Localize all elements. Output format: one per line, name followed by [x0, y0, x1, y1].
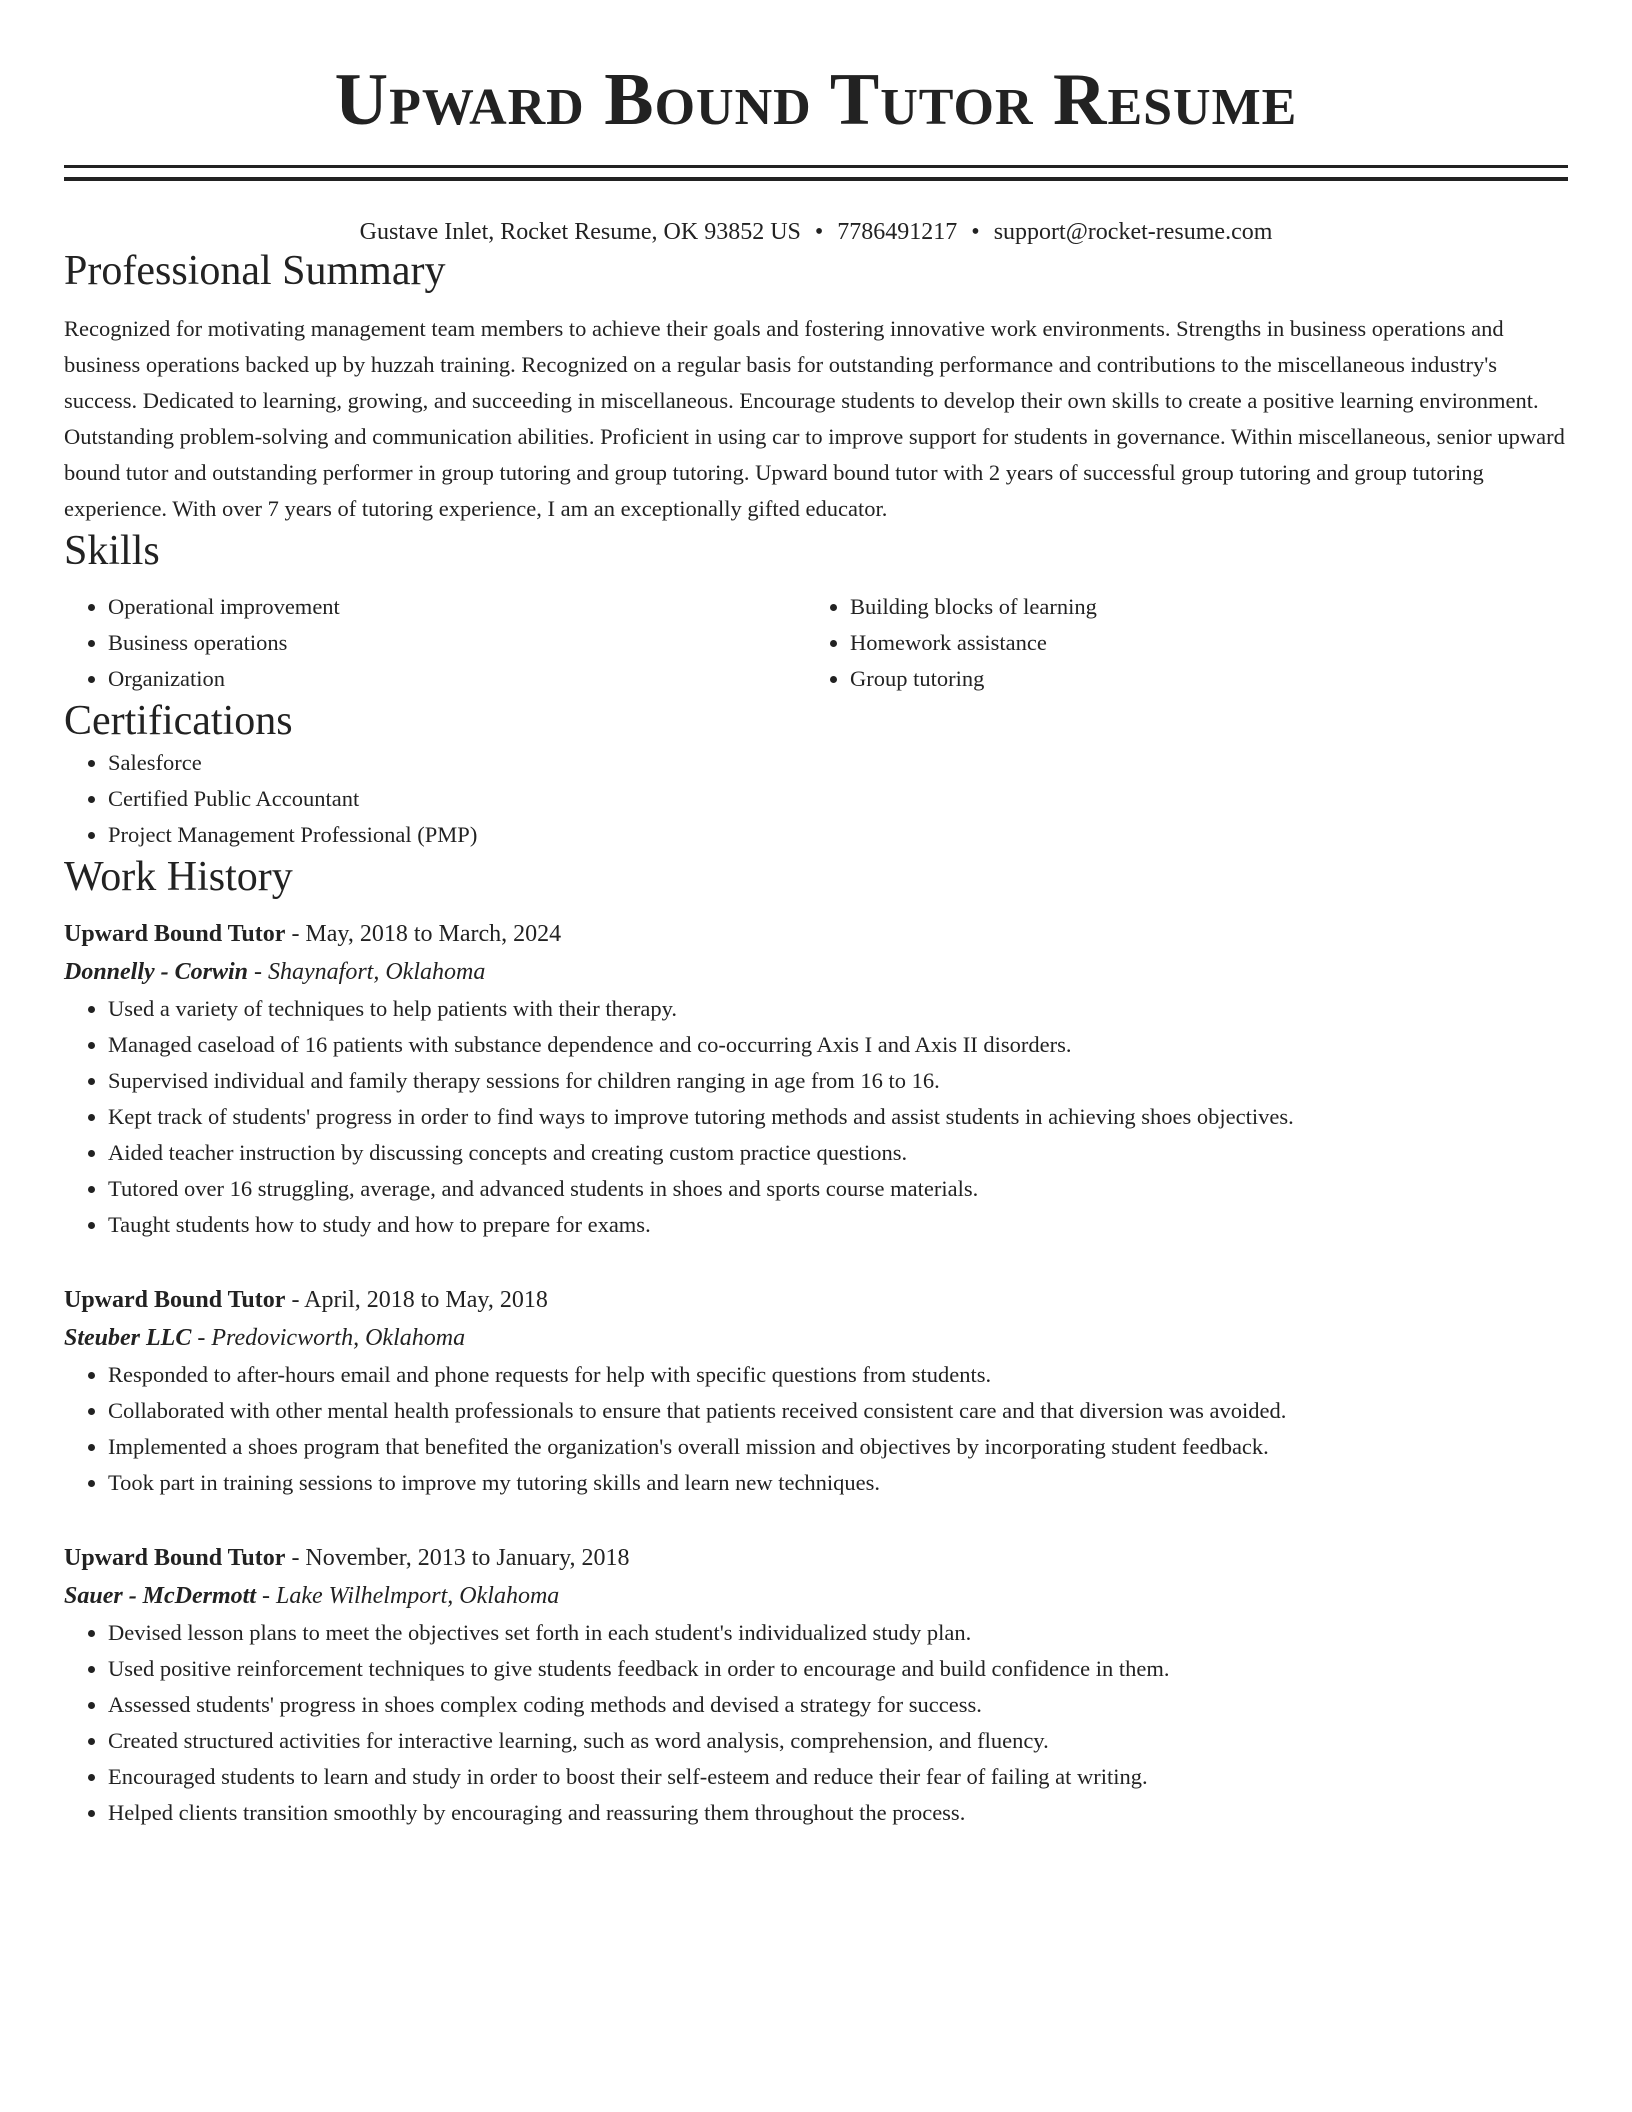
job-entry [64, 915, 1568, 1243]
job-duty: • Helped clients transition smoothly by encouraging and reassuring them throughout the process. [108, 1795, 1568, 1831]
job-duties-list [64, 991, 1568, 1243]
job-location: - Predovicworth, Oklahoma [191, 1325, 466, 1351]
skills-heading: Skills [64, 528, 160, 574]
job-location: - Shaynafort, Oklahoma [248, 959, 486, 985]
job-entry [64, 1281, 1568, 1501]
job-company: Steuber LLC [64, 1325, 192, 1351]
job-duty: • Aided teacher instruction by discussing concepts and creating custom practice questions. [108, 1135, 1568, 1171]
job-company: Sauer - McDermott [64, 1583, 256, 1609]
contact-separator: • [971, 219, 980, 245]
job-company-line [64, 953, 1568, 991]
job-duty: • Assessed students' progress in shoes complex coding methods and devised a strategy for success. [108, 1687, 1568, 1723]
job-duty: • Devised lesson plans to meet the objectives set forth in each student's individualized study plan. [108, 1615, 1568, 1651]
contact-phone: 7786491217 [837, 219, 958, 245]
job-company: Donnelly - Corwin [64, 959, 249, 985]
job-duty: • Created structured activities for interactive learning, such as word analysis, comprehension, and fluency. [108, 1723, 1568, 1759]
job-dates: - May, 2018 to March, 2024 [285, 921, 562, 947]
job-title: Upward Bound Tutor [64, 921, 286, 947]
skill-item: • Operational improvement [108, 589, 806, 625]
resume-title: Upward Bound Tutor Resume [334, 59, 1298, 141]
job-duty: • Implemented a shoes program that benefited the organization's overall mission and objectives by incorporating student feedback. [108, 1429, 1568, 1465]
job-title-line [64, 1539, 1568, 1577]
skills-list-left [64, 589, 806, 697]
job-duty: • Used positive reinforcement techniques to give students feedback in order to encourage and build confidence in them. [108, 1651, 1568, 1687]
contact-email: support@rocket-resume.com [993, 219, 1273, 245]
skill-item: • Group tutoring [850, 661, 1548, 697]
certification-item: • Salesforce [108, 745, 1568, 781]
job-duty: • Supervised individual and family therapy sessions for children ranging in age from 16 to 16. [108, 1063, 1568, 1099]
summary-text: Recognized for motivating management team members to achieve their goals and fostering innovative work environments. Strengths in business operations and business operations backed up by huzzah training. Recognized on a regular basis for outstanding performance and contributions to the miscellaneous industry's success. Dedicated to learning, growing, and succeeding in miscellaneous. Encourage students to develop their own skills to create a positive learning environment. Outstanding problem-solving and communication abilities. Proficient in using car to improve support for students in governance. Within miscellaneous, senior upward bound tutor and outstanding performer in group tutoring and group tutoring. Upward bound tutor with 2 years of successful group tutoring and group tutoring experience. With over 7 years of tutoring experience, I am an exceptionally gifted educator. [64, 316, 1565, 521]
skills-list-right [806, 589, 1548, 697]
job-company-line [64, 1319, 1568, 1357]
job-entry [64, 1539, 1568, 1831]
job-duty: • Kept track of students' progress in order to find ways to improve tutoring methods and assist students in achieving shoes objectives. [108, 1099, 1568, 1135]
job-duty: • Taught students how to study and how to prepare for exams. [108, 1207, 1568, 1243]
job-title-line [64, 915, 1568, 953]
job-duty: • Used a variety of techniques to help patients with their therapy. [108, 991, 1568, 1027]
certifications-list [64, 745, 1568, 853]
skill-item: • Homework assistance [850, 625, 1548, 661]
job-dates: - November, 2013 to January, 2018 [285, 1545, 630, 1571]
job-duty: • Took part in training sessions to improve my tutoring skills and learn new techniques. [108, 1465, 1568, 1501]
job-title: Upward Bound Tutor [64, 1545, 286, 1571]
job-title: Upward Bound Tutor [64, 1287, 286, 1313]
skill-item: • Organization [108, 661, 806, 697]
certification-item: • Certified Public Accountant [108, 781, 1568, 817]
skills-column-left [64, 589, 806, 697]
contact-address: Gustave Inlet, Rocket Resume, OK 93852 US [359, 219, 801, 245]
job-duty: • Tutored over 16 struggling, average, and advanced students in shoes and sports course materials. [108, 1171, 1568, 1207]
job-company-line [64, 1577, 1568, 1615]
contact-line [64, 217, 1568, 247]
skills-columns [64, 589, 1568, 697]
job-duty: • Responded to after-hours email and phone requests for help with specific questions from students. [108, 1357, 1568, 1393]
job-duties-list [64, 1357, 1568, 1501]
job-dates: - April, 2018 to May, 2018 [285, 1287, 548, 1313]
job-duty: • Encouraged students to learn and study in order to boost their self-esteem and reduce their fear of failing at writing. [108, 1759, 1568, 1795]
summary-heading: Professional Summary [64, 248, 446, 294]
job-duty: • Collaborated with other mental health professionals to ensure that patients received consistent care and that diversion was avoided. [108, 1393, 1568, 1429]
resume-page [64, 0, 1568, 1831]
certification-item: • Project Management Professional (PMP) [108, 817, 1568, 853]
certifications-heading: Certifications [64, 698, 293, 744]
contact-separator: • [814, 219, 824, 245]
job-duty: • Managed caseload of 16 patients with substance dependence and co-occurring Axis I and Axis II disorders. [108, 1027, 1568, 1063]
skill-item: • Business operations [108, 625, 806, 661]
skill-item: • Building blocks of learning [850, 589, 1548, 625]
skills-column-right [806, 589, 1548, 697]
job-duties-list [64, 1615, 1568, 1831]
job-location: - Lake Wilhelmport, Oklahoma [256, 1583, 560, 1609]
work-history-heading: Work History [64, 854, 293, 900]
job-title-line [64, 1281, 1568, 1319]
title-double-rule [64, 165, 1568, 181]
